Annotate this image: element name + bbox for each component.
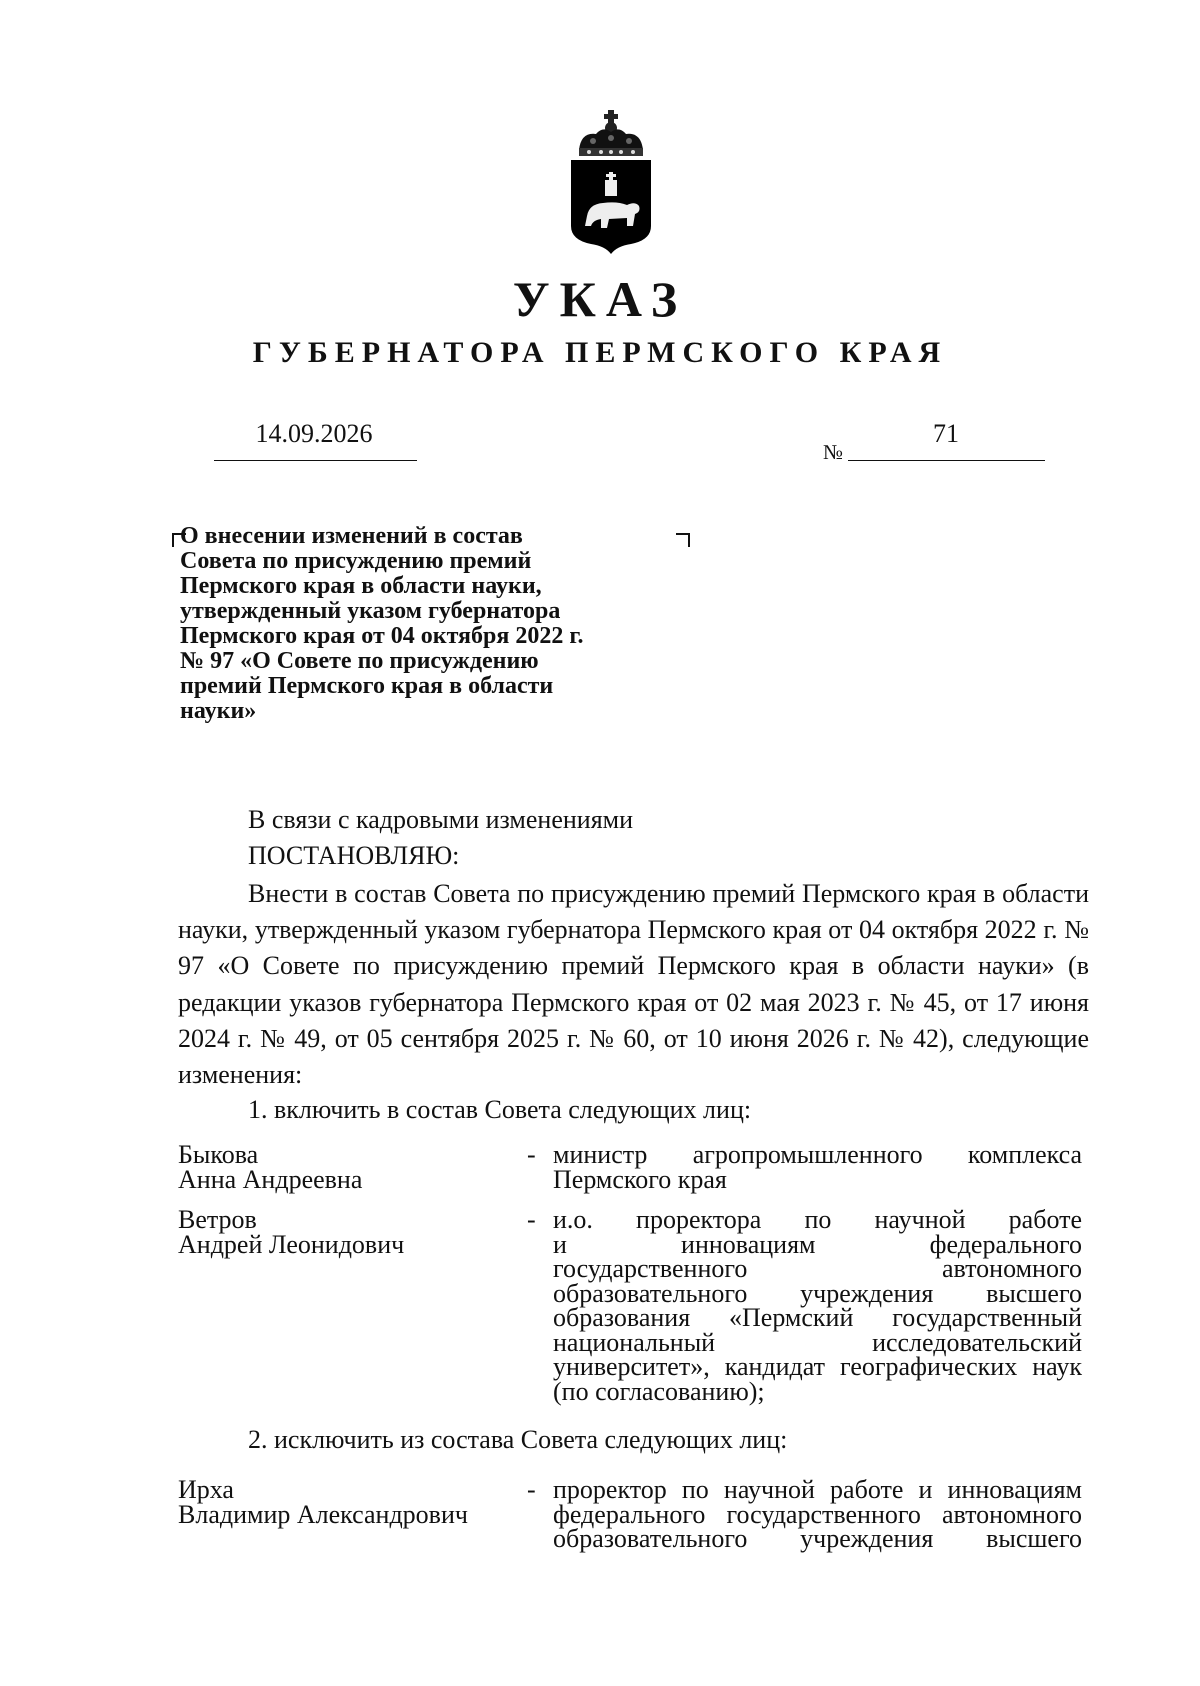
decree-number: 71 <box>933 419 959 448</box>
decree-title: УКАЗ <box>512 271 688 327</box>
person-position <box>553 1205 1082 1406</box>
subject-line: науки» <box>180 698 257 724</box>
resolution-word: ПОСТАНОВЛЯЮ: <box>248 841 460 870</box>
person-surname: Ветров <box>178 1205 257 1234</box>
person-given-names: Анна Андреевна <box>178 1164 363 1194</box>
position-line: федерального государственного автономного <box>553 1499 1082 1529</box>
subject-line: № 97 «О Совете по присуждению <box>180 648 539 674</box>
person-name <box>178 1205 508 1259</box>
dash-separator: - <box>527 1205 536 1234</box>
subject-line: Пермского края от 04 октября 2022 г. <box>180 623 584 649</box>
issuer-title: ГУБЕРНАТОРА ПЕРМСКОГО КРАЯ <box>252 336 948 369</box>
person-position <box>553 1140 1082 1194</box>
position-line: Пермского края <box>553 1164 727 1194</box>
preamble: В связи с кадровыми изменениями <box>248 805 634 834</box>
person-position <box>553 1475 1082 1553</box>
position-line: образовательного учреждения высшего <box>553 1524 1082 1553</box>
number-underline <box>848 460 1045 461</box>
coat-of-arms-icon <box>561 108 661 258</box>
number-sign: № <box>823 440 844 464</box>
dash-separator: - <box>527 1140 536 1169</box>
person-given-names: Андрей Леонидович <box>178 1229 405 1259</box>
dash-separator: - <box>527 1475 536 1504</box>
main-paragraph: Внести в состав Совета по присуждению премий Пермского края в области науки, утвержденный указом губернатора Пермского края от 04 октября 2022 г. № 97 «О Совете по присуждению премий Пермского края в области науки» (в редакции указов губернатора Пермского края от 02 мая 2023 г. № 45, от 17 июня 2024 г. № 49, от 05 сентября 2025 г. № 60, от 10 июня 2026 г. № 42), следующие изменения: <box>178 879 1089 1090</box>
position-line: министр агропромышленного комплекса <box>553 1140 1082 1169</box>
person-given-names: Владимир Александрович <box>178 1499 468 1529</box>
decree-subject <box>180 524 680 724</box>
date-underline <box>214 460 417 461</box>
person-name <box>178 1475 508 1529</box>
item-1-heading: 1. включить в состав Совета следующих лиц: <box>248 1095 752 1124</box>
position-line: образовательного учреждения высшего <box>553 1278 1082 1308</box>
position-line: университет», кандидат географических наук <box>553 1352 1082 1381</box>
person-name <box>178 1140 508 1194</box>
item-2-heading: 2. исключить из состава Совета следующих лиц: <box>248 1425 788 1454</box>
subject-line: Совета по присуждению премий <box>180 548 532 574</box>
decree-date: 14.09.2026 <box>255 419 373 448</box>
subject-line: премий Пермского края в области <box>180 673 554 699</box>
position-line: государственного автономного <box>553 1254 1082 1283</box>
position-line: (по согласованию); <box>553 1376 765 1406</box>
person-surname: Ирха <box>178 1475 234 1504</box>
subject-line: Пермского края в области науки, <box>180 573 542 599</box>
position-line: образования «Пермский государственный <box>553 1303 1082 1332</box>
position-line: и инновациям федерального <box>553 1229 1082 1259</box>
subject-line: утвержденный указом губернатора <box>180 598 561 624</box>
person-surname: Быкова <box>178 1140 259 1169</box>
subject-line: О внесении изменений в состав <box>180 523 523 549</box>
position-line: проректор по научной работе и инновациям <box>553 1475 1082 1504</box>
position-line: национальный исследовательский <box>553 1327 1082 1357</box>
position-line: и.о. проректора по научной работе <box>553 1205 1082 1234</box>
